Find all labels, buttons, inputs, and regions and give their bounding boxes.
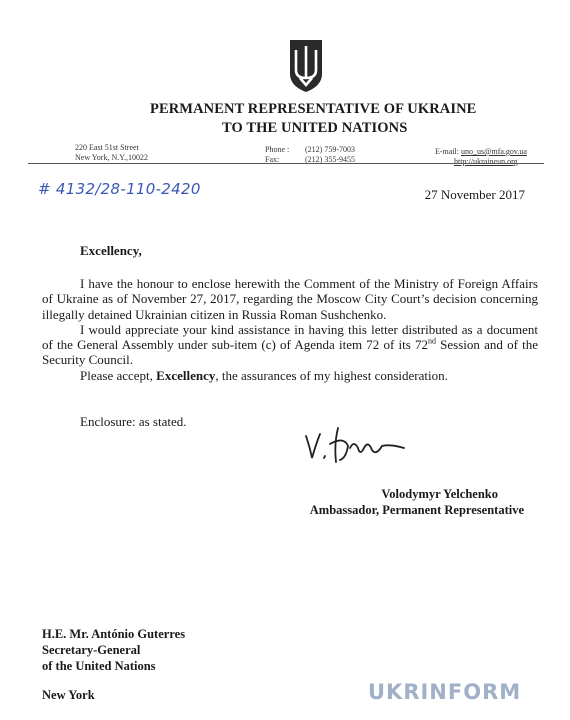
addressee-name: H.E. Mr. António Guterres	[42, 627, 186, 641]
paragraph-1: I have the honour to enclose herewith the Comment of the Ministry of Foreign Affairs of Ukraine as of November 27, 2017, regarding the Moscow City Court’s decision concerning illegally detained Ukrainian citizen in Russia Roman Sushchenko.	[42, 276, 538, 322]
signature-block	[276, 486, 524, 518]
org-title-line-1: PERMANENT REPRESENTATIVE OF UKRAINE	[150, 101, 477, 117]
phone-label: Phone :	[265, 145, 290, 154]
letter-date: 27 November 2017	[424, 187, 525, 202]
superscript-nd: nd	[427, 336, 436, 346]
email-web-block	[435, 147, 527, 167]
paragraph-3: Please accept, Excellency, the assurances of my highest consideration.	[80, 367, 448, 383]
email-link[interactable]: uno_us@mfa.gov.ua	[461, 147, 527, 156]
reference-number: # 4132/28-110-2420	[38, 180, 201, 198]
addressee-city: New York	[42, 688, 95, 702]
postal-address	[75, 143, 148, 163]
signer-title: Ambassador, Permanent Representative	[309, 503, 524, 517]
paragraph-2: I would appreciate your kind assistance in having this letter distributed as a document of the General Assembly under sub-item (c) of Agenda item 72 of its 72nd Session and of the Security Council.	[42, 321, 538, 368]
salutation: Excellency,	[80, 243, 142, 258]
email-label: E-mail:	[435, 147, 459, 156]
org-title-line-2: TO THE UNITED NATIONS	[222, 120, 408, 136]
trident-coat-of-arms-icon	[288, 38, 324, 94]
addressee-title: Secretary-General	[42, 643, 141, 657]
fax-label: Fax:	[265, 155, 280, 164]
addressee-org: of the United Nations	[42, 659, 156, 673]
handwritten-signature	[300, 418, 410, 466]
signer-name: Volodymyr Yelchenko	[381, 487, 498, 501]
organization-title	[150, 100, 550, 138]
address-city: New York, N.Y.,10022	[75, 153, 148, 162]
fax-number: (212) 355-9455	[305, 155, 355, 164]
addressee-block	[42, 626, 185, 674]
header-divider	[28, 163, 544, 164]
enclosure-note: Enclosure: as stated.	[80, 414, 187, 429]
website-link[interactable]: http://ukraineun.org	[454, 157, 518, 166]
ukrinform-watermark: UKRINFORM	[368, 680, 522, 704]
address-street: 220 East 51st Street	[75, 143, 139, 152]
excellency-bold: Excellency	[156, 367, 216, 383]
phone-fax-block	[265, 145, 355, 165]
letter-body	[42, 276, 538, 383]
phone-number: (212) 759-7003	[305, 145, 355, 154]
